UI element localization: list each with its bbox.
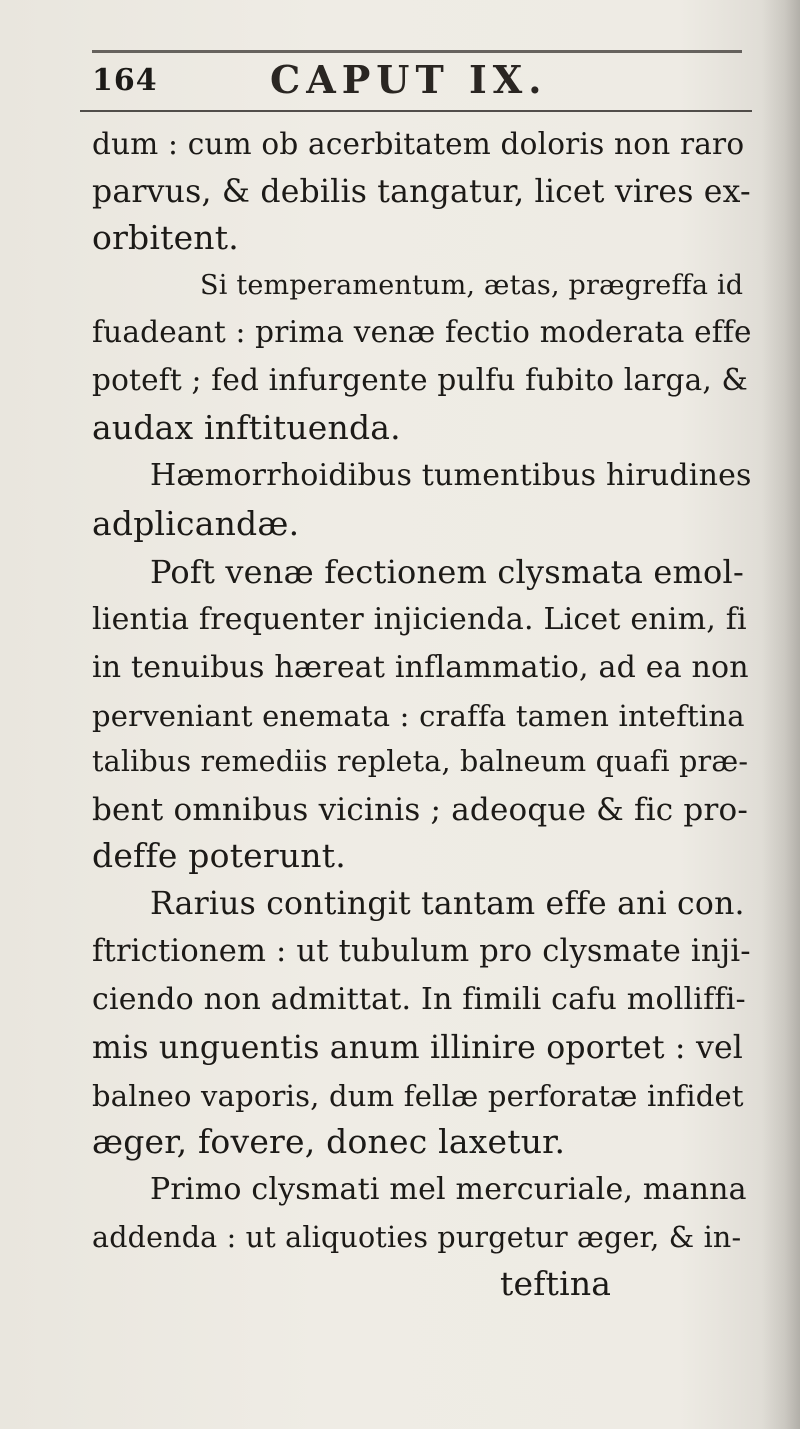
text-line: parvus, & debilis tangatur, licet vires ex- (92, 174, 751, 210)
text-line: dum : cum ob acerbitatem doloris non raro (92, 127, 745, 161)
text-line: bent omnibus vicinis ; adeoque & fic pro- (92, 792, 749, 828)
text-line: deffe poterunt. (92, 836, 346, 875)
text-line: Si temperamentum, ætas, prægreffa id (200, 270, 744, 301)
text-line: mis unguentis anum illinire oportet : vel (92, 1030, 744, 1066)
text-line: in tenuibus hæreat inflammatio, ad ea non (92, 650, 749, 685)
running-head: CAPUT IX. (270, 57, 548, 102)
text-line: lientia frequenter injicienda. Licet enim, fi (92, 602, 747, 637)
text-line: audax inftituenda. (92, 408, 401, 447)
text-line: ftrictionem : ut tubulum pro clysmate inji- (92, 934, 751, 969)
text-line: fuadeant : prima venæ fectio moderata effe (92, 315, 752, 349)
text-line: Rarius contingit tantam effe ani con. (150, 886, 745, 922)
top-border-rule (92, 50, 742, 53)
text-line: talibus remediis repleta, balneum quafi præ- (92, 745, 749, 778)
text-line: æger, fovere, donec laxetur. (92, 1122, 566, 1161)
text-line: orbitent. (92, 218, 239, 257)
text-line: Poft venæ fectionem clysmata emol- (150, 553, 744, 591)
text-line: balneo vaporis, dum fellæ perforatæ infidet (92, 1079, 744, 1113)
page-header (92, 55, 742, 105)
text-line: poteft ; fed infurgente pulfu fubito larga, & (92, 363, 748, 397)
text-line: ciendo non admittat. In fimili cafu molliffi- (92, 982, 746, 1017)
text-line: Hæmorrhoidibus tumentibus hirudines (150, 458, 752, 493)
page-gutter-shadow (762, 0, 800, 1429)
text-line: adplicandæ. (92, 504, 300, 543)
text-line: addenda : ut aliquoties purgetur æger, & in- (92, 1221, 742, 1254)
catchword: teftina (500, 1264, 612, 1303)
page-number: 164 (92, 63, 158, 98)
header-rule (80, 110, 752, 112)
text-line: perveniant enemata : craffa tamen inteftina (92, 699, 745, 733)
text-line: Primo clysmati mel mercuriale, manna (150, 1172, 747, 1207)
